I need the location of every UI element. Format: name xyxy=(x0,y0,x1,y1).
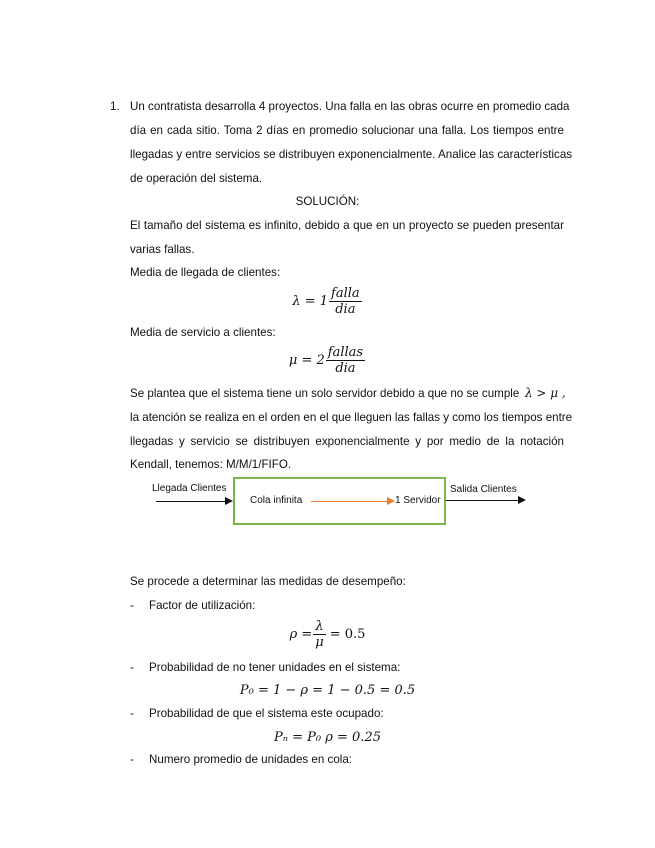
mu-equation xyxy=(0,345,655,376)
mu-denominator: dia xyxy=(335,361,356,376)
lambda-numerator: falla xyxy=(331,286,360,301)
infinite-line-2: varias fallas. xyxy=(130,243,195,256)
bullet-dash: - xyxy=(130,707,134,720)
server-line-1: Se plantea que el sistema tiene un solo servidor debido a que no se cumple xyxy=(130,387,520,400)
arrival-arrow-line xyxy=(156,501,225,502)
rho-fraction xyxy=(313,619,325,650)
arrival-label: Media de llegada de clientes: xyxy=(130,266,281,279)
rho-denominator: μ xyxy=(315,635,324,650)
queue-to-server-arrow-head xyxy=(387,497,395,505)
exit-clients-label: Salida Clientes xyxy=(450,484,517,495)
queue-label: Cola infinita xyxy=(250,495,303,506)
mu-lhs: μ = 2 xyxy=(288,353,325,368)
bullet-dash: - xyxy=(130,753,134,766)
utilization-equation xyxy=(0,619,655,650)
lambda-fraction xyxy=(329,286,362,317)
problem-line-2: día en cada sitio. Toma 2 días en promedio solucionar una falla. Los tiempos entre xyxy=(130,124,564,137)
rho-numerator: λ xyxy=(313,619,325,635)
p0-equation: P₀ = 1 − ρ = 1 − 0.5 = 0.5 xyxy=(239,683,416,698)
exit-arrow-line xyxy=(446,500,518,501)
solution-heading: SOLUCIÓN: xyxy=(295,195,360,208)
mu-fraction xyxy=(326,345,365,376)
problem-line-3: llegadas y entre servicios se distribuyen exponencialmente. Analice las características xyxy=(130,148,573,161)
server-line-2: la atención se realiza en el orden en el que lleguen las fallas y como los tiempos entre xyxy=(130,411,573,424)
server-line-3: llegadas y servicio se distribuyen exponencialmente y por medio de la notación xyxy=(130,435,564,448)
exit-arrow-head xyxy=(518,496,526,504)
service-label: Media de servicio a clientes: xyxy=(130,326,276,339)
problem-line-4: de operación del sistema. xyxy=(130,172,263,185)
mu-numerator: fallas xyxy=(327,345,364,360)
server-label: 1 Servidor xyxy=(395,495,441,506)
bullet-dash: - xyxy=(130,599,134,612)
p0-label: Probabilidad de no tener unidades en el sistema: xyxy=(149,661,401,674)
measures-intro: Se procede a determinar las medidas de desempeño: xyxy=(130,575,406,588)
infinite-line-1: El tamaño del sistema es infinito, debido a que en un proyecto se pueden presentar xyxy=(130,219,564,232)
rho-rhs: = 0.5 xyxy=(329,627,366,642)
lambda-equation xyxy=(0,286,655,317)
problem-line-1: Un contratista desarrolla 4 proyectos. Una falla en las obras ocurre en promedio cada xyxy=(130,100,570,113)
server-line-4: Kendall, tenemos: M/M/1/FIFO. xyxy=(130,458,292,471)
lambda-lhs: λ = 1 xyxy=(292,294,329,309)
lambda-denominator: dia xyxy=(335,302,356,317)
pn-equation: Pₙ = P₀ ρ = 0.25 xyxy=(273,730,381,745)
queue-to-server-arrow-line xyxy=(311,501,388,502)
arrival-arrow-head xyxy=(225,497,233,505)
utilization-label: Factor de utilización: xyxy=(149,599,256,612)
lq-label: Numero promedio de unidades en cola: xyxy=(149,753,353,766)
bullet-dash: - xyxy=(130,661,134,674)
arrival-clients-label: Llegada Clientes xyxy=(152,483,227,494)
list-number: 1. xyxy=(110,100,120,113)
pn-label: Probabilidad de que el sistema este ocupado: xyxy=(149,707,384,720)
server-condition: λ > μ , xyxy=(525,386,566,400)
rho-lhs: ρ = xyxy=(289,627,313,642)
